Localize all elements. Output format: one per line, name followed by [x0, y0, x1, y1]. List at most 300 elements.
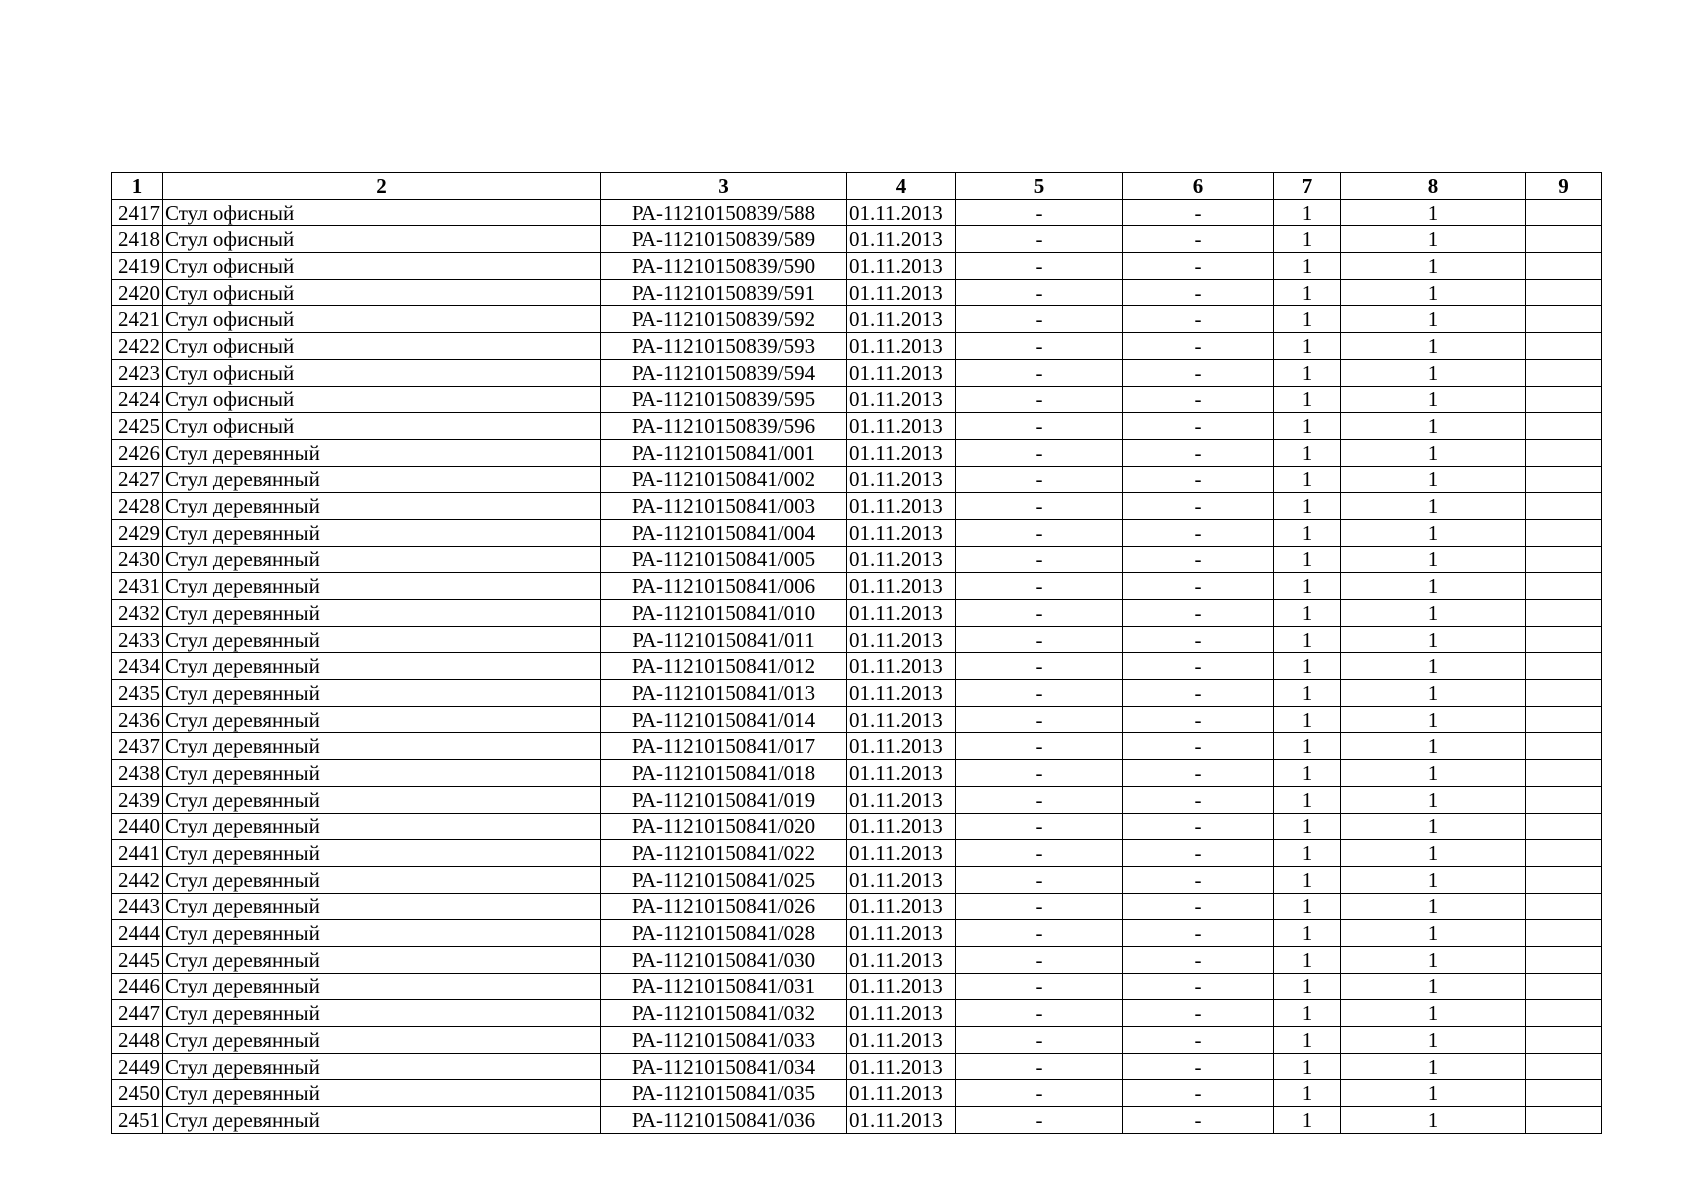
col5-cell: - [956, 653, 1123, 680]
item-name-cell: Стул деревянный [163, 1053, 601, 1080]
row-number-cell: 2423 [112, 359, 163, 386]
col7-cell: 1 [1274, 760, 1341, 787]
col9-cell [1526, 359, 1602, 386]
row-number-cell: 2418 [112, 226, 163, 253]
col8-cell: 1 [1341, 1107, 1526, 1134]
col8-cell: 1 [1341, 306, 1526, 333]
date-cell: 01.11.2013 [847, 706, 956, 733]
date-cell: 01.11.2013 [847, 519, 956, 546]
col8-cell: 1 [1341, 946, 1526, 973]
row-number-cell: 2427 [112, 466, 163, 493]
col9-cell [1526, 199, 1602, 226]
row-number-cell: 2439 [112, 786, 163, 813]
col9-cell [1526, 1000, 1602, 1027]
item-name-cell: Стул деревянный [163, 519, 601, 546]
col7-cell: 1 [1274, 199, 1341, 226]
col6-cell: - [1123, 813, 1274, 840]
col9-cell [1526, 1027, 1602, 1054]
col7-cell: 1 [1274, 866, 1341, 893]
date-cell: 01.11.2013 [847, 1107, 956, 1134]
row-number-cell: 2441 [112, 840, 163, 867]
col5-cell: - [956, 493, 1123, 520]
col9-cell [1526, 893, 1602, 920]
col6-cell: - [1123, 573, 1274, 600]
col5-cell: - [956, 546, 1123, 573]
table-row [112, 253, 1602, 280]
date-cell: 01.11.2013 [847, 813, 956, 840]
inventory-code-cell: РА-11210150841/003 [601, 493, 847, 520]
col8-cell: 1 [1341, 1027, 1526, 1054]
table-row [112, 279, 1602, 306]
table-row [112, 333, 1602, 360]
date-cell: 01.11.2013 [847, 359, 956, 386]
item-name-cell: Стул деревянный [163, 866, 601, 893]
col7-cell: 1 [1274, 893, 1341, 920]
table-row [112, 226, 1602, 253]
item-name-cell: Стул деревянный [163, 493, 601, 520]
col5-cell: - [956, 466, 1123, 493]
item-name-cell: Стул деревянный [163, 893, 601, 920]
col6-cell: - [1123, 653, 1274, 680]
item-name-cell: Стул офисный [163, 199, 601, 226]
col9-cell [1526, 653, 1602, 680]
col6-cell: - [1123, 893, 1274, 920]
item-name-cell: Стул деревянный [163, 920, 601, 947]
col6-cell: - [1123, 973, 1274, 1000]
col5-cell: - [956, 1080, 1123, 1107]
item-name-cell: Стул деревянный [163, 573, 601, 600]
date-cell: 01.11.2013 [847, 920, 956, 947]
col9-cell [1526, 1107, 1602, 1134]
col5-cell: - [956, 199, 1123, 226]
date-cell: 01.11.2013 [847, 973, 956, 1000]
col7-cell: 1 [1274, 920, 1341, 947]
item-name-cell: Стул офисный [163, 333, 601, 360]
table-row [112, 760, 1602, 787]
table-row [112, 306, 1602, 333]
col5-cell: - [956, 306, 1123, 333]
table-row [112, 920, 1602, 947]
col7-cell: 1 [1274, 840, 1341, 867]
col8-cell: 1 [1341, 866, 1526, 893]
item-name-cell: Стул деревянный [163, 840, 601, 867]
inventory-code-cell: РА-11210150839/596 [601, 413, 847, 440]
item-name-cell: Стул офисный [163, 359, 601, 386]
date-cell: 01.11.2013 [847, 199, 956, 226]
table-row [112, 199, 1602, 226]
item-name-cell: Стул деревянный [163, 813, 601, 840]
table-row [112, 1080, 1602, 1107]
col6-cell: - [1123, 626, 1274, 653]
col6-cell: - [1123, 680, 1274, 707]
inventory-code-cell: РА-11210150841/019 [601, 786, 847, 813]
inventory-code-cell: РА-11210150839/594 [601, 359, 847, 386]
table-row [112, 1027, 1602, 1054]
date-cell: 01.11.2013 [847, 946, 956, 973]
row-number-cell: 2450 [112, 1080, 163, 1107]
table-row [112, 706, 1602, 733]
col9-cell [1526, 333, 1602, 360]
row-number-cell: 2445 [112, 946, 163, 973]
table-row [112, 386, 1602, 413]
table-row [112, 466, 1602, 493]
col6-cell: - [1123, 359, 1274, 386]
col7-cell: 1 [1274, 279, 1341, 306]
col8-cell: 1 [1341, 1080, 1526, 1107]
col6-cell: - [1123, 760, 1274, 787]
col9-cell [1526, 626, 1602, 653]
col8-cell: 1 [1341, 413, 1526, 440]
inventory-table [111, 172, 1602, 1134]
table-row [112, 626, 1602, 653]
inventory-code-cell: РА-11210150839/588 [601, 199, 847, 226]
col7-cell: 1 [1274, 786, 1341, 813]
col9-cell [1526, 493, 1602, 520]
col8-cell: 1 [1341, 573, 1526, 600]
col5-cell: - [956, 253, 1123, 280]
col5-cell: - [956, 1000, 1123, 1027]
col5-cell: - [956, 1107, 1123, 1134]
row-number-cell: 2422 [112, 333, 163, 360]
col9-cell [1526, 1053, 1602, 1080]
item-name-cell: Стул офисный [163, 413, 601, 440]
table-row [112, 946, 1602, 973]
col8-cell: 1 [1341, 1053, 1526, 1080]
col7-cell: 1 [1274, 386, 1341, 413]
table-row [112, 519, 1602, 546]
col7-cell: 1 [1274, 519, 1341, 546]
table-row [112, 680, 1602, 707]
item-name-cell: Стул офисный [163, 253, 601, 280]
col8-cell: 1 [1341, 1000, 1526, 1027]
col8-cell: 1 [1341, 493, 1526, 520]
item-name-cell: Стул деревянный [163, 439, 601, 466]
date-cell: 01.11.2013 [847, 1027, 956, 1054]
col7-cell: 1 [1274, 1000, 1341, 1027]
table-row [112, 893, 1602, 920]
inventory-code-cell: РА-11210150841/020 [601, 813, 847, 840]
table-row [112, 1000, 1602, 1027]
col9-cell [1526, 413, 1602, 440]
item-name-cell: Стул деревянный [163, 706, 601, 733]
col6-cell: - [1123, 946, 1274, 973]
col9-cell [1526, 706, 1602, 733]
col6-cell: - [1123, 866, 1274, 893]
col9-cell [1526, 813, 1602, 840]
col8-cell: 1 [1341, 439, 1526, 466]
col7-cell: 1 [1274, 306, 1341, 333]
col5-cell: - [956, 680, 1123, 707]
col7-cell: 1 [1274, 1027, 1341, 1054]
inventory-code-cell: РА-11210150839/589 [601, 226, 847, 253]
row-number-cell: 2440 [112, 813, 163, 840]
col9-cell [1526, 466, 1602, 493]
item-name-cell: Стул деревянный [163, 466, 601, 493]
inventory-code-cell: РА-11210150841/002 [601, 466, 847, 493]
col9-cell [1526, 600, 1602, 627]
col6-cell: - [1123, 386, 1274, 413]
item-name-cell: Стул деревянный [163, 1080, 601, 1107]
item-name-cell: Стул деревянный [163, 760, 601, 787]
column-header-8: 8 [1341, 173, 1526, 200]
col8-cell: 1 [1341, 920, 1526, 947]
column-header-5: 5 [956, 173, 1123, 200]
col9-cell [1526, 840, 1602, 867]
inventory-code-cell: РА-11210150841/033 [601, 1027, 847, 1054]
item-name-cell: Стул деревянный [163, 626, 601, 653]
col8-cell: 1 [1341, 546, 1526, 573]
item-name-cell: Стул деревянный [163, 600, 601, 627]
inventory-code-cell: РА-11210150841/031 [601, 973, 847, 1000]
row-number-cell: 2429 [112, 519, 163, 546]
col5-cell: - [956, 920, 1123, 947]
item-name-cell: Стул деревянный [163, 733, 601, 760]
inventory-code-cell: РА-11210150841/011 [601, 626, 847, 653]
col9-cell [1526, 386, 1602, 413]
item-name-cell: Стул офисный [163, 226, 601, 253]
col8-cell: 1 [1341, 786, 1526, 813]
item-name-cell: Стул деревянный [163, 546, 601, 573]
column-header-4: 4 [847, 173, 956, 200]
col5-cell: - [956, 439, 1123, 466]
col9-cell [1526, 546, 1602, 573]
col7-cell: 1 [1274, 439, 1341, 466]
row-number-cell: 2424 [112, 386, 163, 413]
col8-cell: 1 [1341, 600, 1526, 627]
col6-cell: - [1123, 1080, 1274, 1107]
col9-cell [1526, 973, 1602, 1000]
col7-cell: 1 [1274, 733, 1341, 760]
date-cell: 01.11.2013 [847, 493, 956, 520]
col6-cell: - [1123, 413, 1274, 440]
col8-cell: 1 [1341, 760, 1526, 787]
col5-cell: - [956, 359, 1123, 386]
col6-cell: - [1123, 333, 1274, 360]
date-cell: 01.11.2013 [847, 600, 956, 627]
row-number-cell: 2435 [112, 680, 163, 707]
col7-cell: 1 [1274, 253, 1341, 280]
col7-cell: 1 [1274, 546, 1341, 573]
inventory-code-cell: РА-11210150841/035 [601, 1080, 847, 1107]
date-cell: 01.11.2013 [847, 760, 956, 787]
date-cell: 01.11.2013 [847, 840, 956, 867]
inventory-code-cell: РА-11210150839/592 [601, 306, 847, 333]
column-header-3: 3 [601, 173, 847, 200]
col5-cell: - [956, 813, 1123, 840]
table-row [112, 1107, 1602, 1134]
date-cell: 01.11.2013 [847, 466, 956, 493]
row-number-cell: 2443 [112, 893, 163, 920]
col8-cell: 1 [1341, 893, 1526, 920]
table-row [112, 413, 1602, 440]
table-row [112, 359, 1602, 386]
table-row [112, 786, 1602, 813]
col6-cell: - [1123, 920, 1274, 947]
table-row [112, 813, 1602, 840]
col7-cell: 1 [1274, 493, 1341, 520]
item-name-cell: Стул офисный [163, 306, 601, 333]
col5-cell: - [956, 840, 1123, 867]
col6-cell: - [1123, 706, 1274, 733]
row-number-cell: 2442 [112, 866, 163, 893]
col8-cell: 1 [1341, 840, 1526, 867]
col7-cell: 1 [1274, 466, 1341, 493]
item-name-cell: Стул деревянный [163, 1027, 601, 1054]
date-cell: 01.11.2013 [847, 1000, 956, 1027]
row-number-cell: 2447 [112, 1000, 163, 1027]
item-name-cell: Стул деревянный [163, 946, 601, 973]
col5-cell: - [956, 1053, 1123, 1080]
table-body [112, 199, 1602, 1133]
col5-cell: - [956, 760, 1123, 787]
date-cell: 01.11.2013 [847, 439, 956, 466]
col7-cell: 1 [1274, 946, 1341, 973]
date-cell: 01.11.2013 [847, 653, 956, 680]
table-row [112, 439, 1602, 466]
col9-cell [1526, 439, 1602, 466]
inventory-code-cell: РА-11210150841/036 [601, 1107, 847, 1134]
col8-cell: 1 [1341, 359, 1526, 386]
column-header-1: 1 [112, 173, 163, 200]
col5-cell: - [956, 626, 1123, 653]
col6-cell: - [1123, 199, 1274, 226]
column-header-2: 2 [163, 173, 601, 200]
table-row [112, 1053, 1602, 1080]
col9-cell [1526, 1080, 1602, 1107]
col6-cell: - [1123, 306, 1274, 333]
col6-cell: - [1123, 840, 1274, 867]
col5-cell: - [956, 1027, 1123, 1054]
inventory-code-cell: РА-11210150841/001 [601, 439, 847, 466]
item-name-cell: Стул деревянный [163, 680, 601, 707]
col8-cell: 1 [1341, 466, 1526, 493]
col8-cell: 1 [1341, 626, 1526, 653]
table-row [112, 493, 1602, 520]
date-cell: 01.11.2013 [847, 413, 956, 440]
row-number-cell: 2421 [112, 306, 163, 333]
col5-cell: - [956, 333, 1123, 360]
col8-cell: 1 [1341, 333, 1526, 360]
col7-cell: 1 [1274, 600, 1341, 627]
inventory-code-cell: РА-11210150841/026 [601, 893, 847, 920]
col6-cell: - [1123, 226, 1274, 253]
col6-cell: - [1123, 1027, 1274, 1054]
col8-cell: 1 [1341, 706, 1526, 733]
inventory-code-cell: РА-11210150841/017 [601, 733, 847, 760]
col9-cell [1526, 519, 1602, 546]
row-number-cell: 2426 [112, 439, 163, 466]
row-number-cell: 2437 [112, 733, 163, 760]
col9-cell [1526, 306, 1602, 333]
col8-cell: 1 [1341, 226, 1526, 253]
col7-cell: 1 [1274, 973, 1341, 1000]
inventory-code-cell: РА-11210150839/595 [601, 386, 847, 413]
col7-cell: 1 [1274, 359, 1341, 386]
date-cell: 01.11.2013 [847, 626, 956, 653]
col7-cell: 1 [1274, 333, 1341, 360]
col7-cell: 1 [1274, 813, 1341, 840]
inventory-code-cell: РА-11210150841/030 [601, 946, 847, 973]
inventory-code-cell: РА-11210150839/591 [601, 279, 847, 306]
inventory-code-cell: РА-11210150841/004 [601, 519, 847, 546]
col6-cell: - [1123, 279, 1274, 306]
col5-cell: - [956, 733, 1123, 760]
date-cell: 01.11.2013 [847, 306, 956, 333]
col5-cell: - [956, 973, 1123, 1000]
inventory-code-cell: РА-11210150841/032 [601, 1000, 847, 1027]
inventory-code-cell: РА-11210150839/590 [601, 253, 847, 280]
col5-cell: - [956, 519, 1123, 546]
date-cell: 01.11.2013 [847, 893, 956, 920]
inventory-code-cell: РА-11210150841/018 [601, 760, 847, 787]
row-number-cell: 2436 [112, 706, 163, 733]
col6-cell: - [1123, 519, 1274, 546]
col6-cell: - [1123, 1107, 1274, 1134]
inventory-code-cell: РА-11210150841/013 [601, 680, 847, 707]
column-header-7: 7 [1274, 173, 1341, 200]
inventory-code-cell: РА-11210150839/593 [601, 333, 847, 360]
inventory-code-cell: РА-11210150841/028 [601, 920, 847, 947]
col9-cell [1526, 946, 1602, 973]
date-cell: 01.11.2013 [847, 1080, 956, 1107]
date-cell: 01.11.2013 [847, 786, 956, 813]
row-number-cell: 2417 [112, 199, 163, 226]
date-cell: 01.11.2013 [847, 279, 956, 306]
inventory-code-cell: РА-11210150841/005 [601, 546, 847, 573]
col5-cell: - [956, 413, 1123, 440]
row-number-cell: 2432 [112, 600, 163, 627]
date-cell: 01.11.2013 [847, 333, 956, 360]
col7-cell: 1 [1274, 1053, 1341, 1080]
row-number-cell: 2430 [112, 546, 163, 573]
date-cell: 01.11.2013 [847, 1053, 956, 1080]
col9-cell [1526, 253, 1602, 280]
col8-cell: 1 [1341, 199, 1526, 226]
row-number-cell: 2419 [112, 253, 163, 280]
col9-cell [1526, 680, 1602, 707]
col8-cell: 1 [1341, 733, 1526, 760]
col5-cell: - [956, 893, 1123, 920]
row-number-cell: 2425 [112, 413, 163, 440]
item-name-cell: Стул деревянный [163, 973, 601, 1000]
col6-cell: - [1123, 733, 1274, 760]
inventory-code-cell: РА-11210150841/034 [601, 1053, 847, 1080]
col8-cell: 1 [1341, 680, 1526, 707]
date-cell: 01.11.2013 [847, 680, 956, 707]
table-row [112, 973, 1602, 1000]
col8-cell: 1 [1341, 519, 1526, 546]
inventory-code-cell: РА-11210150841/014 [601, 706, 847, 733]
col5-cell: - [956, 946, 1123, 973]
col5-cell: - [956, 279, 1123, 306]
row-number-cell: 2444 [112, 920, 163, 947]
col7-cell: 1 [1274, 706, 1341, 733]
col8-cell: 1 [1341, 973, 1526, 1000]
table-row [112, 573, 1602, 600]
col9-cell [1526, 866, 1602, 893]
date-cell: 01.11.2013 [847, 226, 956, 253]
col7-cell: 1 [1274, 226, 1341, 253]
col6-cell: - [1123, 466, 1274, 493]
table-row [112, 653, 1602, 680]
date-cell: 01.11.2013 [847, 546, 956, 573]
item-name-cell: Стул деревянный [163, 653, 601, 680]
table-row [112, 546, 1602, 573]
date-cell: 01.11.2013 [847, 253, 956, 280]
col9-cell [1526, 760, 1602, 787]
table-row [112, 733, 1602, 760]
column-header-9: 9 [1526, 173, 1602, 200]
